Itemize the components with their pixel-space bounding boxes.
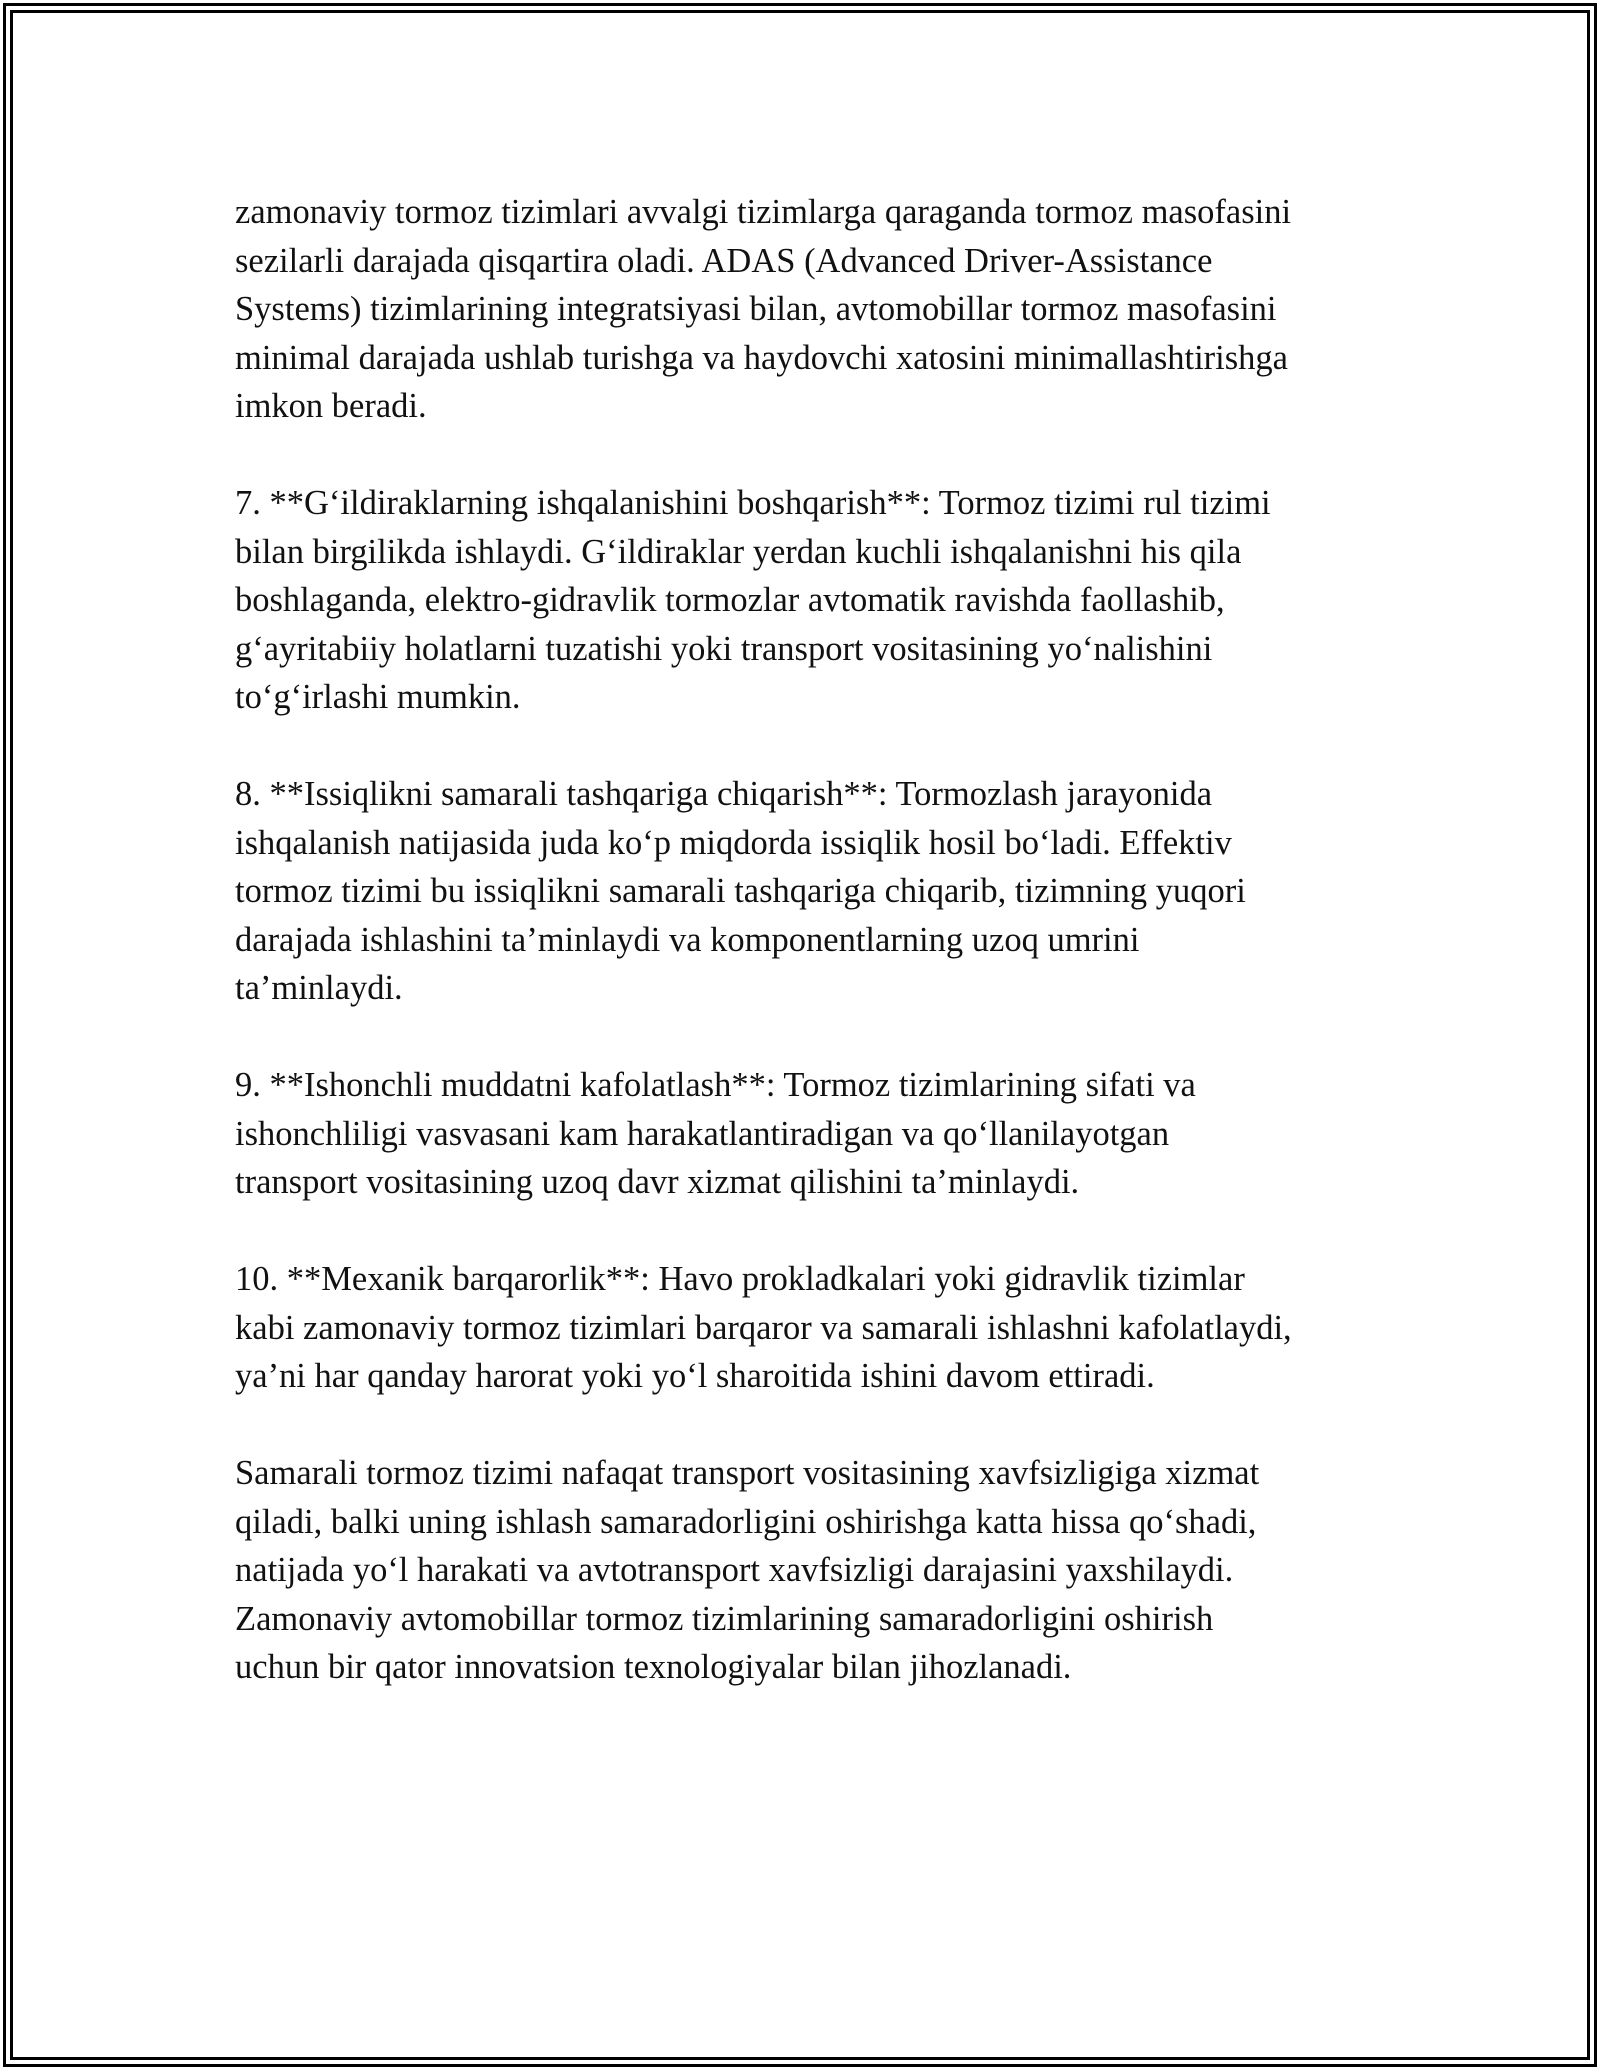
paragraph-item-9-reliability: 9. **Ishonchli muddatni kafolatlash**: Tormoz tizimlarining sifati va ishonchliligi vasvasani kam harakatlantiradigan va qo‘llanilayotgan transport vositasining uzoq davr xizmat qilishini ta’minlaydi.: [235, 1066, 1196, 1201]
paragraph-item-8-heat-dissipation: 8. **Issiqlikni samarali tashqariga chiqarish**: Tormozlash jarayonida ishqalanish natijasida juda ko‘p miqdorda issiqlik hosil bo‘ladi. Effektiv tormoz tizimi bu issiqlikni samarali tashqariga chiqarib, tizimning yuqori darajada ishlashini ta’minlaydi va komponentlarning uzoq umrini ta’minlaydi.: [235, 775, 1246, 1007]
paragraph-conclusion: Samarali tormoz tizimi nafaqat transport vositasining xavfsizligiga xizmat qiladi, balki uning ishlash samaradorligini oshirishga katta hissa qo‘shadi, natijada yo‘l harakati va avtotransport xavfsizligi darajasini yaxshilaydi. Zamonaviy avtomobillar tormoz tizimlarining samaradorligini oshirish uchun bir qator innovatsion texnologiyalar bilan jihozlanadi.: [235, 1454, 1260, 1686]
document-body: [235, 188, 1365, 1692]
paragraph-braking-distance: zamonaviy tormoz tizimlari avvalgi tizimlarga qaraganda tormoz masofasini sezilarli darajada qisqartira oladi. ADAS (Advanced Driver-Assistance Systems) tizimlarining integratsiyasi bilan, avtomobillar tormoz masofasini minimal darajada ushlab turishga va haydovchi xatosini minimallashtirishga imkon beradi.: [235, 193, 1292, 425]
paragraph-item-10-mechanical-stability: 10. **Mexanik barqarorlik**: Havo prokladkalari yoki gidravlik tizimlar kabi zamonaviy tormoz tizimlari barqaror va samarali ishlashni kafolatlaydi, ya’ni har qanday harorat yoki yo‘l sharoitida ishini davom ettiradi.: [235, 1260, 1292, 1395]
paragraph-item-7-wheel-friction: 7. **G‘ildiraklarning ishqalanishini boshqarish**: Tormoz tizimi rul tizimi bilan birgilikda ishlaydi. G‘ildiraklar yerdan kuchli ishqalanishni his qila boshlaganda, elektro-gidravlik tormozlar avtomatik ravishda faollashib, g‘ayritabiiy holatlarni tuzatishi yoki transport vositasining yo‘nalishini to‘g‘irlashi mumkin.: [235, 484, 1271, 716]
